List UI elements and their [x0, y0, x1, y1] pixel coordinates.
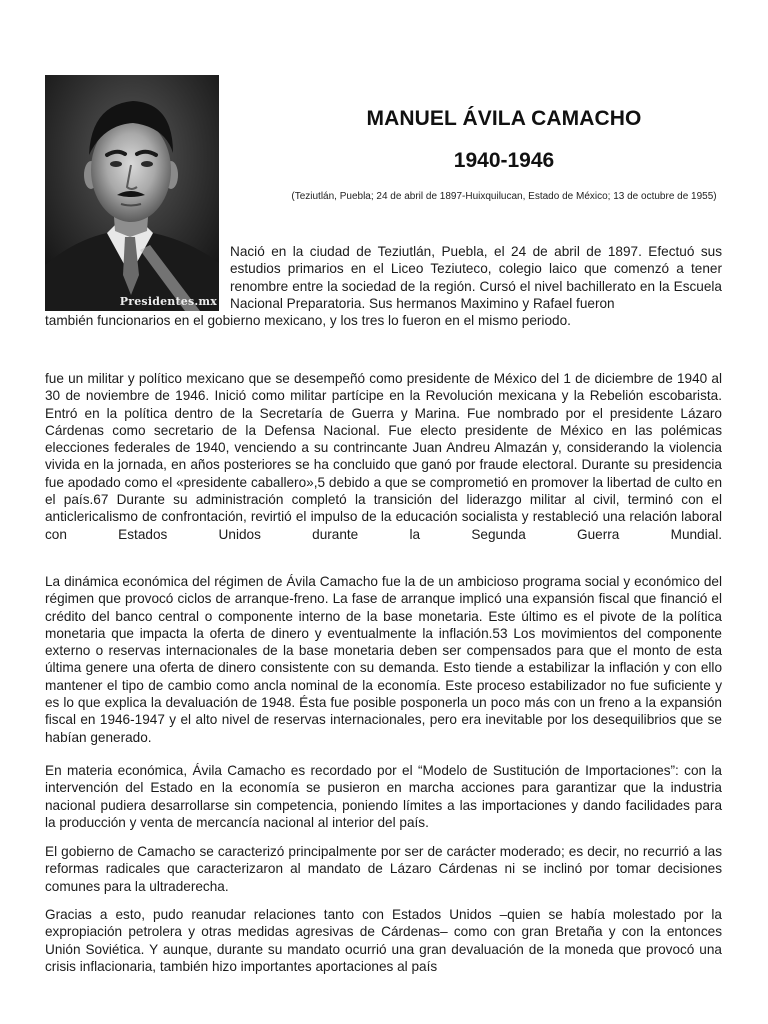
paragraph-economy: La dinámica económica del régimen de Ávila Camacho fue la de un ambicioso programa social y económico del régimen que provocó ciclos de arranque-freno. La fase de arranque implicó una expansión fiscal que financió el crédito del banco central o componente interno de la base monetaria. Este último es el pivote de la política monetaria que impacta la oferta de dinero y eventualmente la inflación.53 Los movimientos del componente externo o reservas internacionales de la base monetaria deben ser compensados para que el monto de esta última genere una oferta de dinero consistente con su demanda. Esto tiende a estabilizar la inflación y con ello mantener el tipo de cambio como ancla nominal de la economía. Este proceso estabilizador no fue suficiente y es lo que explica la devaluación de 1948. Ésta fue posible posponerla un poco más con un freno a la expansión fiscal en 1946-1947 y el alto nivel de reservas internacionales, pero era inevitable por los desequilibrios que se habían generado.: [45, 574, 722, 745]
page-title: MANUEL ÁVILA CAMACHO: [366, 107, 642, 130]
watermark-text: Presidentes.mx: [119, 295, 217, 308]
paragraph-import-model: En materia económica, Ávila Camacho es recordado por el “Modelo de Sustitución de Importaciones”: con la intervención del Estado en la economía se pusieron en marcha acciones para garantizar que la industria nacional pudiera desarrollarse sin competencia, poniendo límites a las importaciones y dando facilidades para la producción y venta de mercancía nacional al interior del país.: [45, 763, 722, 830]
birth-death-note: (Teziutlán, Puebla; 24 de abril de 1897-Huixquilucan, Estado de México; 13 de octubre de 1955): [291, 191, 717, 202]
paragraph-intro-tail: también funcionarios en el gobierno mexicano, y los tres lo fueron en el mismo periodo.: [45, 313, 571, 328]
paragraph-career: fue un militar y político mexicano que se desempeñó como presidente de México del 1 de diciembre de 1940 al 30 de noviembre de 1946. Inició como militar partícipe en la Revolución mexicana y la Rebelión escobarista. Entró en la política dentro de la Secretaría de Guerra y Marina. Fue nombrado por el presidente Lázaro Cárdenas como secretario de la Defensa Nacional. Fue electo presidente de México en las polémicas elecciones federales de 1940, venciendo a su contrincante Juan Andreu Almazán y, considerando la violencia vivida en la jornada, en años posteriores se ha concluido que ganó por fraude electoral. Durante su presidencia fue apodado como el «presidente caballero»,5 debido a que se comprometió en promover la libertad de culto en el país.67 Durante su administración completó la transición del liderazgo militar al civil, terminó con el anticlericalismo de confrontación, revirtió el impulso de la educación socialista y restableció una relación laboral con Estados Unidos durante la Segunda Guerra Mundial.: [45, 371, 722, 542]
term-years: 1940-1946: [453, 149, 555, 172]
paragraph-moderate-government: El gobierno de Camacho se caracterizó principalmente por ser de carácter moderado; es decir, no recurrió a las reformas radicales que caracterizaron al mandato de Lázaro Cárdenas ni se inclinó por tomar decisiones comunes para la ultraderecha.: [45, 844, 722, 894]
portrait-photo: [45, 75, 219, 311]
paragraph-intro: Nació en la ciudad de Teziutlán, Puebla, el 24 de abril de 1897. Efectuó sus estudios primarios en el Liceo Teziuteco, colegio laico que comenzó a tener renombre entre la sociedad de la región. Cursó el nivel bachillerato en la Escuela Nacional Preparatoria. Sus hermanos Maximino y Rafael fueron: [230, 244, 722, 311]
paragraph-foreign-relations: Gracias a esto, pudo reanudar relaciones tanto con Estados Unidos –quien se había molestado por la expropiación petrolera y otras medidas agresivas de Cárdenas– como con gran Bretaña y con la entonces Unión Soviética. Y aunque, durante su mandato ocurrió una gran devaluación de la moneda que provocó una crisis inflacionaria, también hizo importantes aportaciones al país: [45, 907, 722, 974]
portrait-image: [45, 75, 219, 311]
